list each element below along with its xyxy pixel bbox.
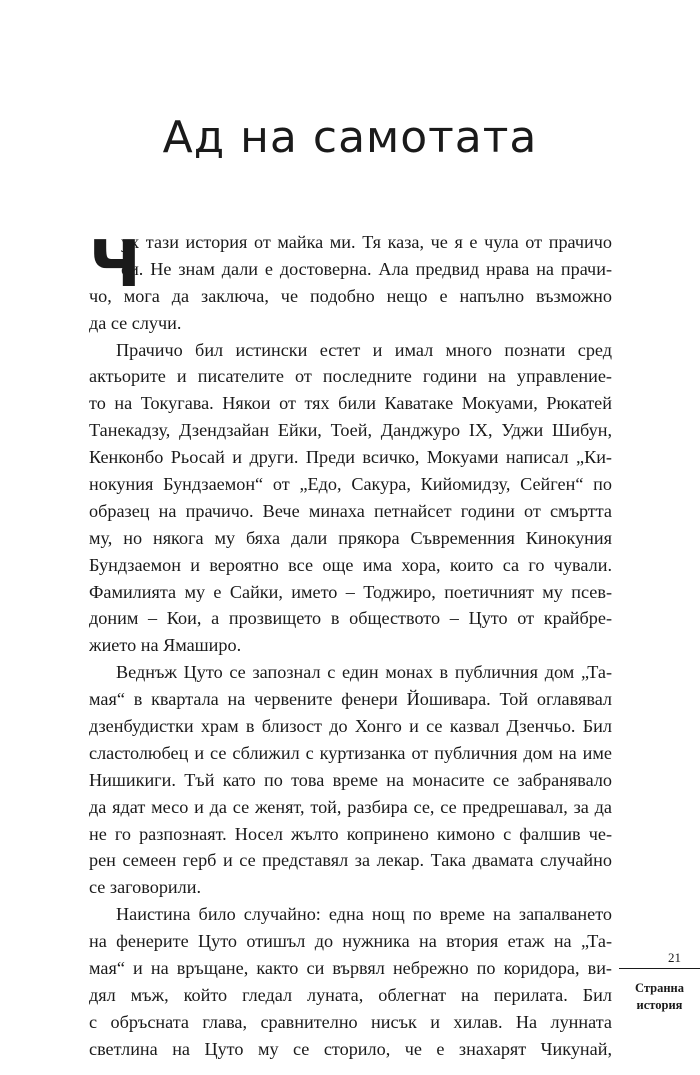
running-book-title: Странна история: [634, 981, 684, 1012]
text-line: дзенбудистки храм в близост до Хонго и се казвал Дзенчьо. Бил: [89, 716, 612, 737]
page-number: 21: [668, 950, 681, 965]
text-line: светлина на Цуто му се сторило, че е знахарят Чикунай,: [89, 1038, 612, 1059]
text-line: Нишикиги. Тъй като по това време на монасите се забранявало: [89, 769, 612, 790]
text-line: рен семеен герб и се представял за лекар. Така двамата случайно: [89, 850, 612, 871]
text-line: да се случи.: [89, 312, 182, 333]
text-line: на фенерите Цуто отишъл до нужника на втория етаж на „Та-: [89, 931, 612, 952]
text-line: то на Токугава. Някои от тях били Каватаке Мокуами, Рюкатей: [89, 393, 612, 414]
text-line: си. Не знам дали е достоверна. Ала предвид нрава на прачи-: [121, 258, 612, 279]
text-line: Фамилията му е Сайки, името – Тоджиро, поетичният му псев-: [89, 581, 612, 602]
text-line: Бундзаемон и вероятно все още има хора, които са го чували.: [89, 554, 612, 575]
text-line: с обръсната глава, сравнително нисък и хилав. На лунната: [89, 1011, 612, 1032]
drop-cap: Ч: [89, 228, 141, 302]
text-line: Кенконбо Рьосай и други. Преди всичко, Мокуами написал „Ки-: [89, 447, 612, 468]
text-line: образец на прачичо. Вече минаха петнайсет години от смъртта: [89, 500, 612, 521]
text-line: ух тази история от майка ми. Тя каза, че я е чула от прачичо: [121, 232, 612, 252]
text-line: Танекадзу, Дзендзайан Ейки, Тоей, Данджуро IX, Уджи Шибун,: [89, 420, 612, 441]
text-line: Веднъж Цуто се запознал с един монах в публичния дом „Та-: [116, 662, 612, 683]
text-line: му, но някога му бяха дали прякора Съвременния Кинокуния: [89, 527, 612, 548]
text-line: жието на Ямаширо.: [89, 635, 242, 656]
body-text: [89, 229, 612, 1063]
text-line: не го разпознаят. Носел жълто копринено кимоно с фалшив че-: [89, 823, 612, 844]
text-line: Наистина било случайно: една нощ по време на запалването: [116, 904, 612, 925]
text-line: дял мъж, който гледал луната, облегнат на перилата. Бил: [89, 984, 612, 1005]
text-line: мая“ в квартала на червените фенери Йошивара. Той оглавявал: [89, 689, 612, 710]
text-line: актьорите и писателите от последните години на управление-: [89, 366, 612, 387]
text-line: да ядат месо и да се женят, той, разбира се, се предрешавал, за да: [89, 796, 612, 817]
chapter-title: Ад на самотата: [162, 112, 538, 163]
text-line: чо, мога да заключа, че подобно нещо е напълно възможно: [89, 285, 612, 306]
text-line: нокуния Бундзаемон“ от „Едо, Сакура, Кийомидзу, Сейген“ по: [89, 474, 612, 495]
text-line: Прачичо бил истински естет и имал много познати сред: [116, 339, 612, 360]
text-line: доним – Кои, а прозвището в обществото – Цуто от крайбре-: [89, 608, 612, 629]
text-line: мая“ и на връщане, както си вървял небрежно по коридора, ви-: [89, 958, 612, 979]
text-line: се заговорили.: [89, 877, 202, 898]
text-line: сластолюбец и се сближил с куртизанка от публичния дом на име: [89, 742, 612, 763]
folio-divider: [619, 968, 700, 969]
